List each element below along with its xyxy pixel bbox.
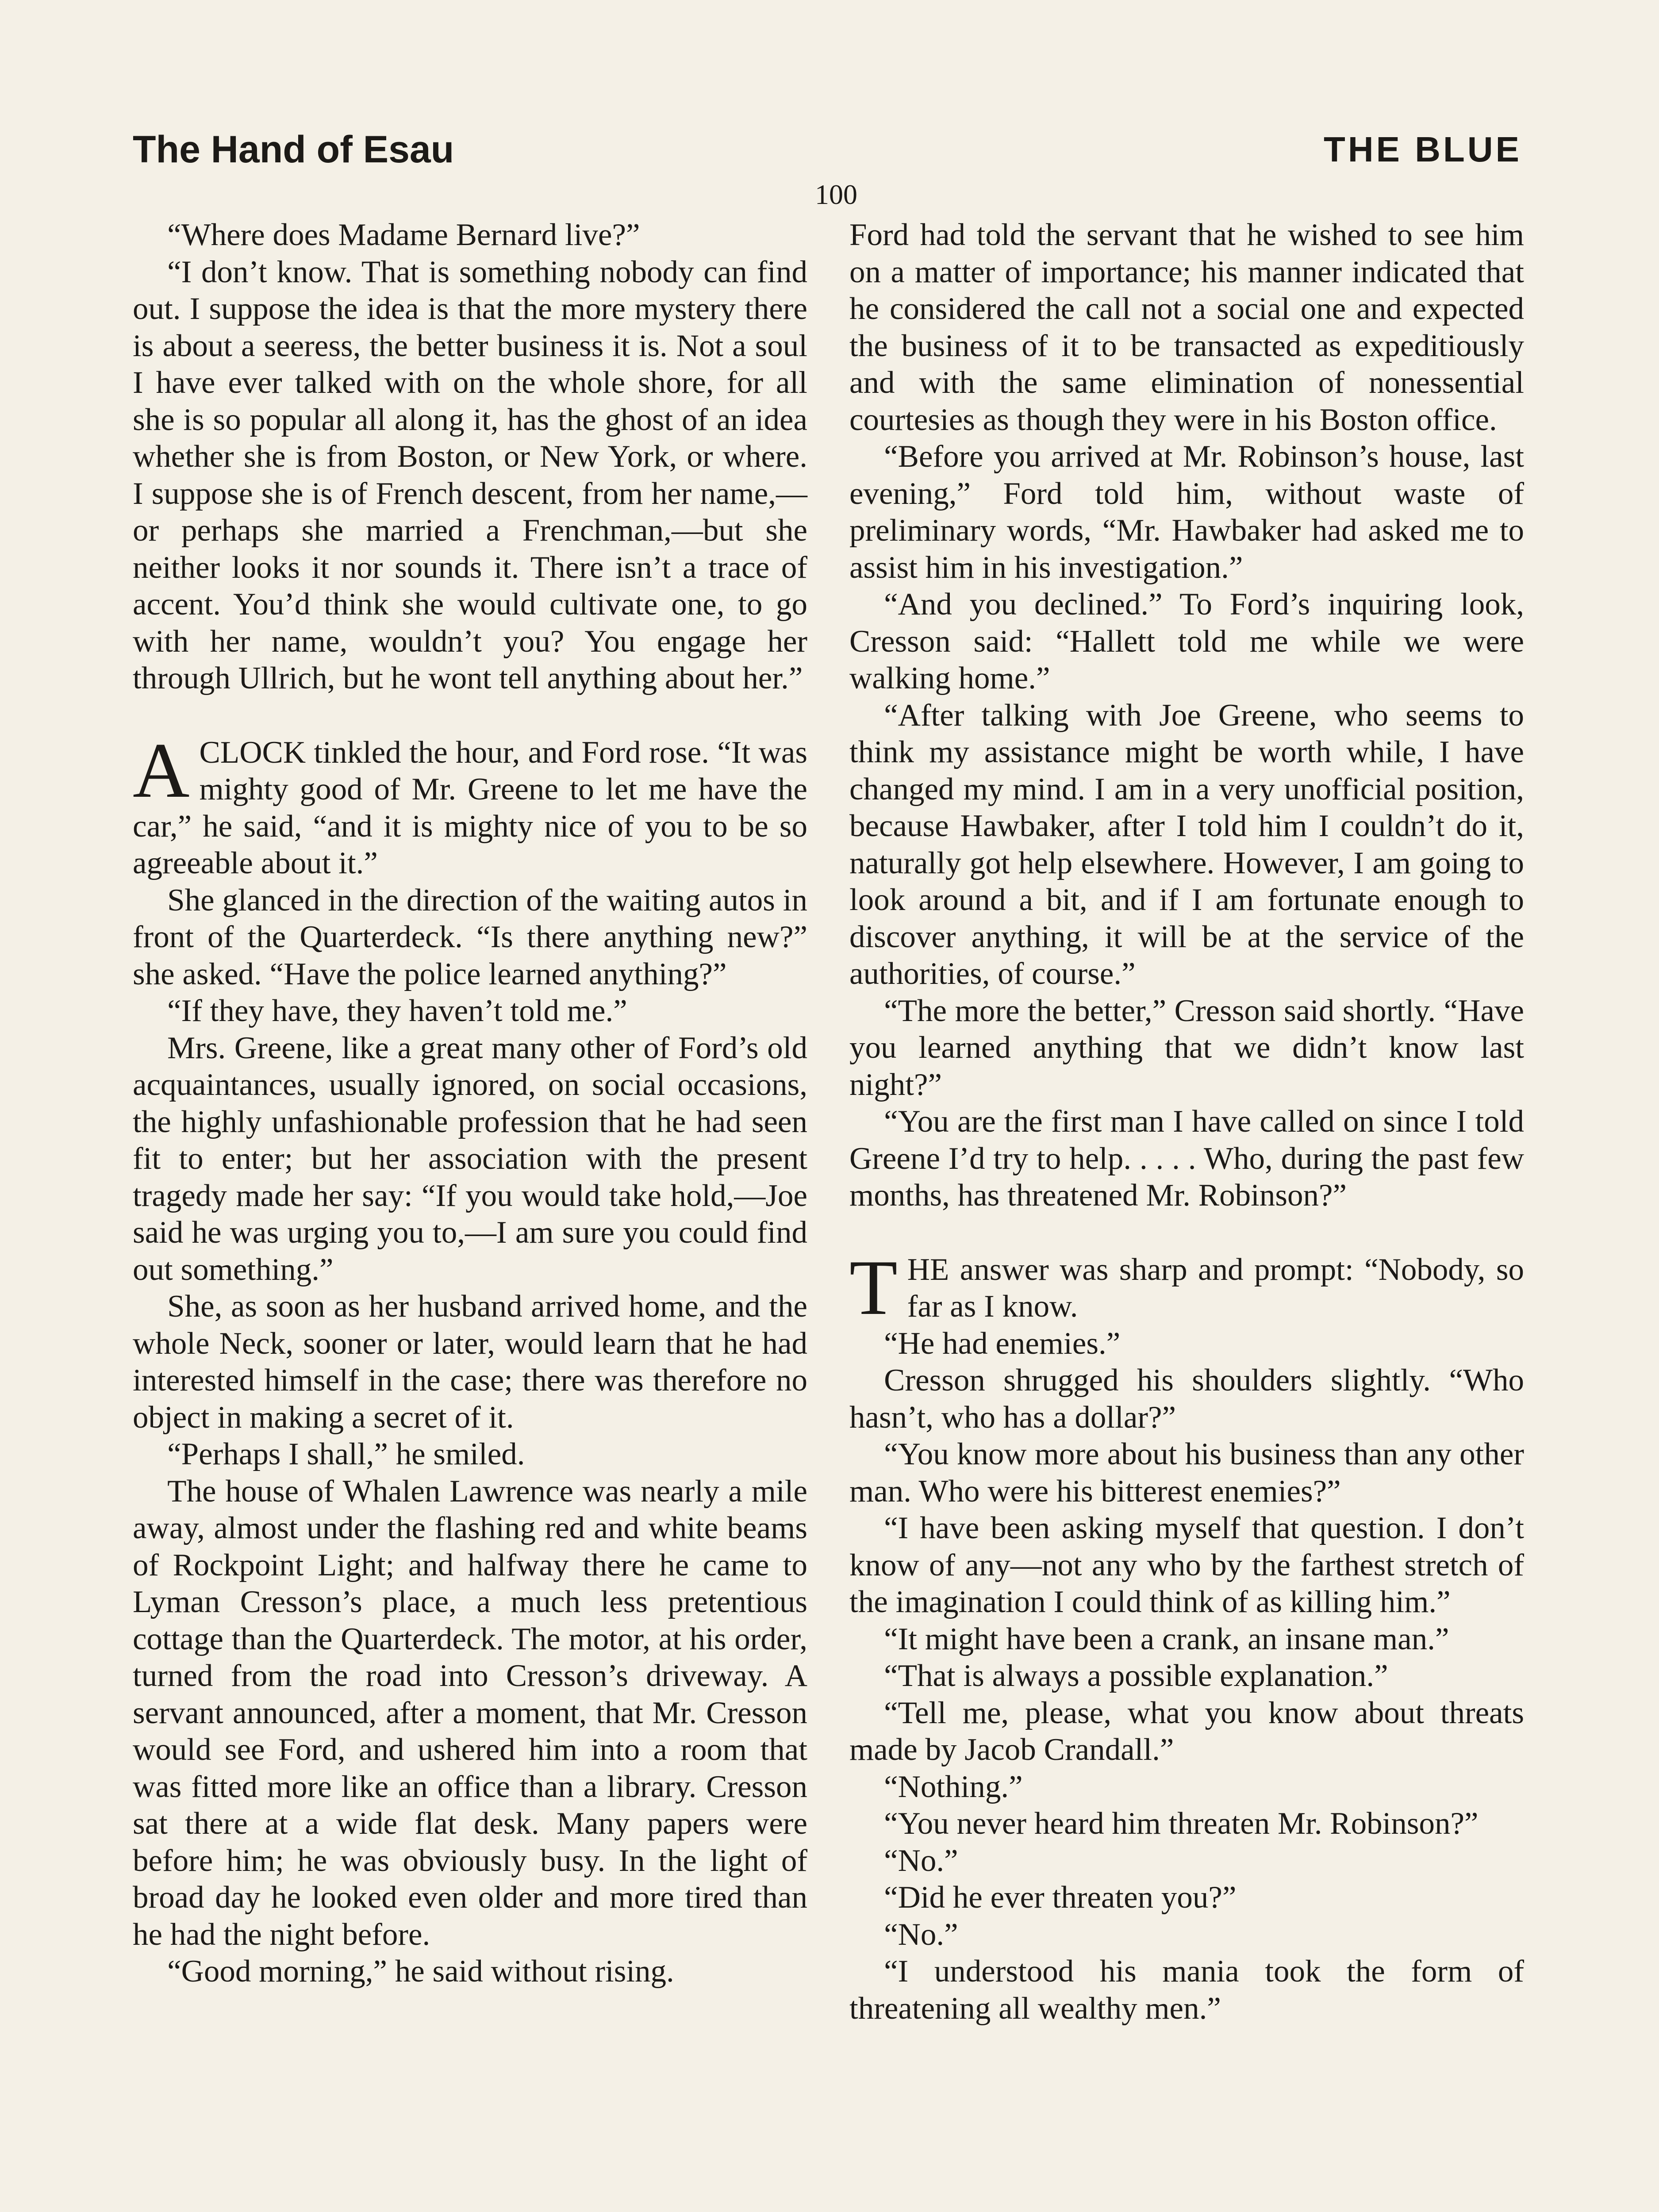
paragraph: “He had enemies.” [884,1326,1121,1361]
paragraph [849,1243,1524,1331]
paragraph: “Good morning,” he said without rising. [167,1954,674,1989]
paragraph: Ford had told the servant that he wished to see him on a matter of importance; his manner indicated that he considered the call not a social one and expected the business of it to be transacted as expeditiously and with the same elimination of nonessential courtesies as though they were in his Boston office. [849,218,1524,437]
paragraph: “I don’t know. That is something nobody can find out. I suppose the idea is that the more mystery there is about a seeress, the better business it is. Not a soul I have ever talked with on the whole shore, for all she is so popular all along it, has the ghost of an idea whether she is from Boston, or New York, or where. I suppose she is of French descent, from her name,—or perhaps she married a Frenchman,—but she neither looks it nor sounds it. There isn’t a trace of accent. You’d think she would cultivate one, to go with her name, wouldn’t you? You engage her through Ullrich, but he wont tell anything about her.” [133,254,807,695]
paragraph: “If they have, they haven’t told me.” [167,994,627,1028]
paragraph: “Did he ever threaten you?” [884,1880,1237,1915]
paragraph: She, as soon as her husband arrived home, and the whole Neck, sooner or later, would learn that he had interested himself in the case; there was therefore no object in making a secret of it. [133,1289,807,1435]
paragraph: “You never heard him threaten Mr. Robinson?” [884,1806,1479,1841]
section-break [849,1214,1524,1252]
paragraph: The house of Whalen Lawrence was nearly a mile away, almost under the flashing red and white beams of Rockpoint Light; and halfway there he came to Lyman Cresson’s place, a much less pretentious cottage than the Quarterdeck. The motor, at his order, turned from the road into Cresson’s driveway. A servant announced, after a moment, that Mr. Cresson would see Ford, and ushered him into a room that was fitted more like an office than a library. Cresson sat there at a wide flat desk. Many papers were before him; he was obviously busy. In the light of broad day he looked even older and more tired than he had the night before. [133,1474,807,1952]
section-break [133,697,807,734]
drop-cap: A [133,726,190,814]
left-column [133,217,807,1990]
magazine-title: THE BLUE [1324,130,1522,169]
paragraph: She glanced in the direction of the waiting autos in front of the Quarterdeck. “Is there anything new?” she asked. “Have the police learned anything?” [133,883,807,991]
paragraph: “The more the better,” Cresson said shortly. “Have you learned anything that we didn’t know last night?” [849,993,1524,1102]
paragraph: Mrs. Greene, like a great many other of Ford’s old acquaintances, usually ignored, on social occasions, the highly unfashionable profession that he had seen fit to enter; but her association with the present tragedy made her say: “If you would take hold,—Joe said he was urging you to,—I am sure you could find out something.” [133,1030,807,1287]
paragraph: Cresson shrugged his shoulders slightly. “Who hasn’t, who has a dollar?” [849,1363,1524,1435]
paragraph: “No.” [884,1843,958,1878]
paragraph-text: HE answer was sharp and prompt: “Nobody, so far as I know. [907,1252,1524,1324]
paragraph: “And you declined.” To Ford’s inquiring look, Cresson said: “Hallett told me while we were walking home.” [849,587,1524,695]
drop-cap: T [849,1243,898,1331]
story-title: The Hand of Esau [133,128,454,171]
paragraph: “Nothing.” [884,1769,1023,1804]
paragraph: “Before you arrived at Mr. Robinson’s house, last evening,” Ford told him, without waste of preliminary words, “Mr. Hawbaker had asked me to assist him in his investigation.” [849,439,1524,585]
page-header [133,123,1522,185]
paragraph: “Where does Madame Bernard live?” [167,218,640,252]
right-column [849,217,1524,2027]
paragraph: “I understood his mania took the form of threatening all wealthy men.” [849,1954,1524,2026]
paragraph: “No.” [884,1917,958,1952]
paragraph: “That is always a possible explanation.” [884,1659,1388,1693]
paragraph [133,726,807,882]
paragraph: “Perhaps I shall,” he smiled. [167,1437,525,1471]
paragraph-text: CLOCK tinkled the hour, and Ford rose. “It was mighty good of Mr. Greene to let me have the car,” he said, “and it is mighty nice of you to be so agreeable about it.” [133,735,807,880]
paragraph: “It might have been a crank, an insane man.” [884,1621,1449,1656]
paragraph: “After talking with Joe Greene, who seems to think my assistance might be worth while, I have changed my mind. I am in a very unofficial position, because Hawbaker, after I told him I couldn’t do it, naturally got help elsewhere. However, I am going to look around a bit, and if I am fortunate enough to discover anything, it will be at the service of the authorities, of course.” [849,698,1524,991]
page-number: 100 [815,179,857,210]
paragraph: “Tell me, please, what you know about threats made by Jacob Crandall.” [849,1695,1524,1767]
paragraph: “I have been asking myself that question. I don’t know of any—not any who by the farthest stretch of the imagination I could think of as killing him.” [849,1511,1524,1619]
paragraph: “You know more about his business than any other man. Who were his bitterest enemies?” [849,1437,1524,1509]
paragraph: “You are the first man I have called on since I told Greene I’d try to help. . . . . Who, during the past few months, has threatened Mr. Robinson?” [849,1104,1524,1213]
